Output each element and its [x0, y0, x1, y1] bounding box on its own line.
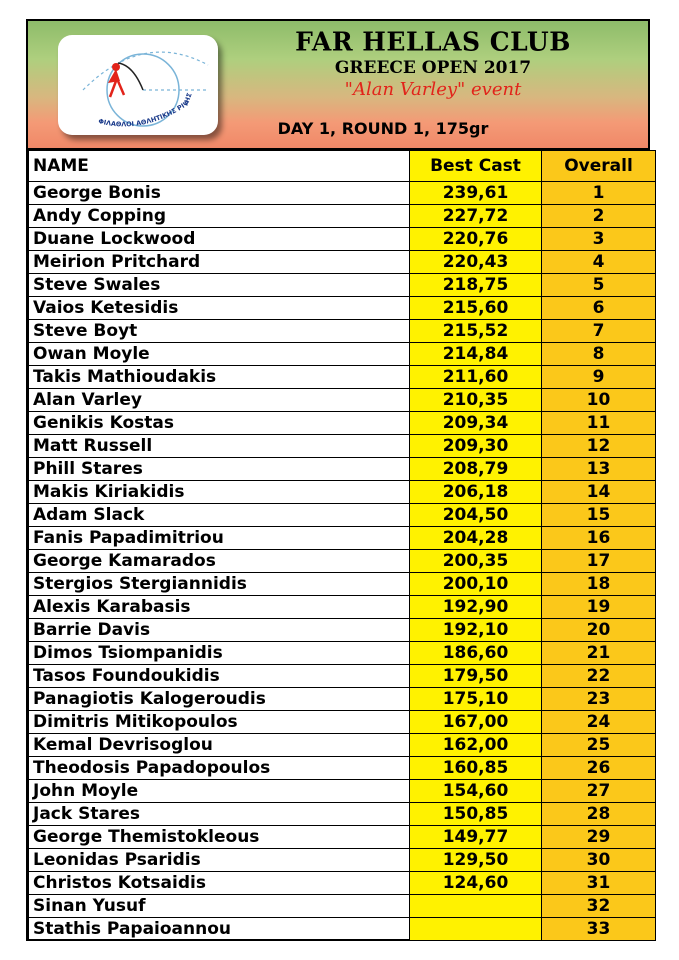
column-header-best-cast: Best Cast	[410, 151, 542, 182]
athlete-name-cell: Steve Boyt	[29, 320, 410, 343]
best-cast-cell: 154,60	[410, 780, 542, 803]
round-label: DAY 1, ROUND 1, 175gr	[277, 119, 489, 138]
athlete-name-cell: Matt Russell	[29, 435, 410, 458]
table-row	[29, 665, 656, 688]
column-header-name: NAME	[29, 151, 410, 182]
table-row	[29, 435, 656, 458]
overall-rank-cell: 27	[542, 780, 656, 803]
best-cast-cell: 206,18	[410, 481, 542, 504]
best-cast-cell: 124,60	[410, 872, 542, 895]
table-row	[29, 757, 656, 780]
overall-rank-cell: 30	[542, 849, 656, 872]
best-cast-cell: 150,85	[410, 803, 542, 826]
best-cast-cell	[410, 895, 542, 918]
table-row	[29, 803, 656, 826]
overall-rank-cell: 1	[542, 182, 656, 205]
table-row	[29, 274, 656, 297]
overall-rank-cell: 15	[542, 504, 656, 527]
overall-rank-cell: 18	[542, 573, 656, 596]
table-row	[29, 596, 656, 619]
best-cast-cell: 149,77	[410, 826, 542, 849]
best-cast-cell: 175,10	[410, 688, 542, 711]
table-row	[29, 343, 656, 366]
athlete-name-cell: Vaios Ketesidis	[29, 297, 410, 320]
athlete-name-cell: Dimos Tsiompanidis	[29, 642, 410, 665]
overall-rank-cell: 13	[542, 458, 656, 481]
overall-rank-cell: 20	[542, 619, 656, 642]
title-block	[223, 27, 643, 101]
athlete-name-cell: Alexis Karabasis	[29, 596, 410, 619]
overall-rank-cell: 3	[542, 228, 656, 251]
club-logo	[58, 35, 218, 135]
athlete-name-cell: Barrie Davis	[29, 619, 410, 642]
athlete-name-cell: John Moyle	[29, 780, 410, 803]
overall-rank-cell: 23	[542, 688, 656, 711]
table-row	[29, 619, 656, 642]
best-cast-cell: 208,79	[410, 458, 542, 481]
overall-rank-cell: 6	[542, 297, 656, 320]
best-cast-cell: 215,52	[410, 320, 542, 343]
best-cast-cell: 167,00	[410, 711, 542, 734]
overall-rank-cell: 28	[542, 803, 656, 826]
athlete-name-cell: Leonidas Psaridis	[29, 849, 410, 872]
overall-rank-cell: 25	[542, 734, 656, 757]
best-cast-cell: 160,85	[410, 757, 542, 780]
table-row	[29, 481, 656, 504]
overall-rank-cell: 21	[542, 642, 656, 665]
athlete-name-cell: Jack Stares	[29, 803, 410, 826]
best-cast-cell: 239,61	[410, 182, 542, 205]
overall-rank-cell: 9	[542, 366, 656, 389]
athlete-name-cell: Meirion Pritchard	[29, 251, 410, 274]
athlete-name-cell: George Themistokleous	[29, 826, 410, 849]
table-row	[29, 527, 656, 550]
overall-rank-cell: 7	[542, 320, 656, 343]
athlete-name-cell: Makis Kiriakidis	[29, 481, 410, 504]
athlete-name-cell: George Bonis	[29, 182, 410, 205]
best-cast-cell: 209,34	[410, 412, 542, 435]
header-banner	[28, 21, 648, 150]
table-row	[29, 228, 656, 251]
results-body	[29, 182, 656, 941]
overall-rank-cell: 31	[542, 872, 656, 895]
results-sheet	[26, 19, 650, 941]
best-cast-cell: 220,76	[410, 228, 542, 251]
table-row	[29, 550, 656, 573]
athlete-name-cell: Genikis Kostas	[29, 412, 410, 435]
overall-rank-cell: 2	[542, 205, 656, 228]
best-cast-cell: 220,43	[410, 251, 542, 274]
logo-text: ΦΙΛΑΘΛΟΙ ΑΘΛΗΤΙΚΗΣ ΡΙΨΗΣ	[97, 91, 194, 129]
athlete-name-cell: Alan Varley	[29, 389, 410, 412]
athlete-name-cell: George Kamarados	[29, 550, 410, 573]
athlete-name-cell: Dimitris Mitikopoulos	[29, 711, 410, 734]
overall-rank-cell: 33	[542, 918, 656, 941]
athlete-name-cell: Duane Lockwood	[29, 228, 410, 251]
overall-rank-cell: 8	[542, 343, 656, 366]
best-cast-cell: 200,35	[410, 550, 542, 573]
table-row	[29, 366, 656, 389]
table-row	[29, 642, 656, 665]
best-cast-cell: 227,72	[410, 205, 542, 228]
athlete-name-cell: Steve Swales	[29, 274, 410, 297]
table-row	[29, 297, 656, 320]
column-header-overall: Overall	[542, 151, 656, 182]
overall-rank-cell: 16	[542, 527, 656, 550]
best-cast-cell: 200,10	[410, 573, 542, 596]
table-row	[29, 780, 656, 803]
table-row	[29, 688, 656, 711]
best-cast-cell: 179,50	[410, 665, 542, 688]
best-cast-cell: 186,60	[410, 642, 542, 665]
table-row	[29, 895, 656, 918]
overall-rank-cell: 32	[542, 895, 656, 918]
athlete-name-cell: Tasos Foundoukidis	[29, 665, 410, 688]
athlete-name-cell: Theodosis Papadopoulos	[29, 757, 410, 780]
table-row	[29, 734, 656, 757]
table-row	[29, 182, 656, 205]
event-name: "Alan Varley" event	[344, 79, 522, 100]
table-row	[29, 205, 656, 228]
overall-rank-cell: 10	[542, 389, 656, 412]
athlete-name-cell: Christos Kotsaidis	[29, 872, 410, 895]
table-row	[29, 504, 656, 527]
best-cast-cell: 214,84	[410, 343, 542, 366]
table-row	[29, 389, 656, 412]
best-cast-cell: 218,75	[410, 274, 542, 297]
best-cast-cell: 192,10	[410, 619, 542, 642]
best-cast-cell: 210,35	[410, 389, 542, 412]
overall-rank-cell: 11	[542, 412, 656, 435]
best-cast-cell: 211,60	[410, 366, 542, 389]
athlete-name-cell: Andy Copping	[29, 205, 410, 228]
overall-rank-cell: 24	[542, 711, 656, 734]
athlete-name-cell: Fanis Papadimitriou	[29, 527, 410, 550]
athlete-name-cell: Panagiotis Kalogeroudis	[29, 688, 410, 711]
table-row	[29, 849, 656, 872]
athlete-name-cell: Owan Moyle	[29, 343, 410, 366]
best-cast-cell	[410, 918, 542, 941]
competition-subtitle: GREECE OPEN 2017	[334, 58, 532, 78]
overall-rank-cell: 17	[542, 550, 656, 573]
athlete-name-cell: Phill Stares	[29, 458, 410, 481]
table-header-row	[29, 151, 656, 182]
overall-rank-cell: 14	[542, 481, 656, 504]
best-cast-cell: 204,28	[410, 527, 542, 550]
overall-rank-cell: 29	[542, 826, 656, 849]
overall-rank-cell: 26	[542, 757, 656, 780]
table-row	[29, 826, 656, 849]
overall-rank-cell: 4	[542, 251, 656, 274]
results-table	[28, 150, 656, 941]
athlete-name-cell: Sinan Yusuf	[29, 895, 410, 918]
overall-rank-cell: 19	[542, 596, 656, 619]
table-row	[29, 872, 656, 895]
logo-emblem-icon	[58, 35, 218, 135]
club-title: FAR HELLAS CLUB	[295, 26, 571, 57]
best-cast-cell: 162,00	[410, 734, 542, 757]
best-cast-cell: 129,50	[410, 849, 542, 872]
table-row	[29, 412, 656, 435]
table-row	[29, 918, 656, 941]
best-cast-cell: 209,30	[410, 435, 542, 458]
overall-rank-cell: 5	[542, 274, 656, 297]
table-row	[29, 711, 656, 734]
best-cast-cell: 215,60	[410, 297, 542, 320]
table-row	[29, 320, 656, 343]
athlete-name-cell: Kemal Devrisoglou	[29, 734, 410, 757]
best-cast-cell: 192,90	[410, 596, 542, 619]
athlete-name-cell: Adam Slack	[29, 504, 410, 527]
best-cast-cell: 204,50	[410, 504, 542, 527]
table-row	[29, 458, 656, 481]
athlete-name-cell: Takis Mathioudakis	[29, 366, 410, 389]
svg-text:ΦΙΛΑΘΛΟΙ ΑΘΛΗΤΙΚΗΣ ΡΙΨΗΣ	[98, 92, 194, 129]
overall-rank-cell: 22	[542, 665, 656, 688]
table-row	[29, 573, 656, 596]
athlete-name-cell: Stathis Papaioannou	[29, 918, 410, 941]
overall-rank-cell: 12	[542, 435, 656, 458]
table-row	[29, 251, 656, 274]
athlete-name-cell: Stergios Stergiannidis	[29, 573, 410, 596]
